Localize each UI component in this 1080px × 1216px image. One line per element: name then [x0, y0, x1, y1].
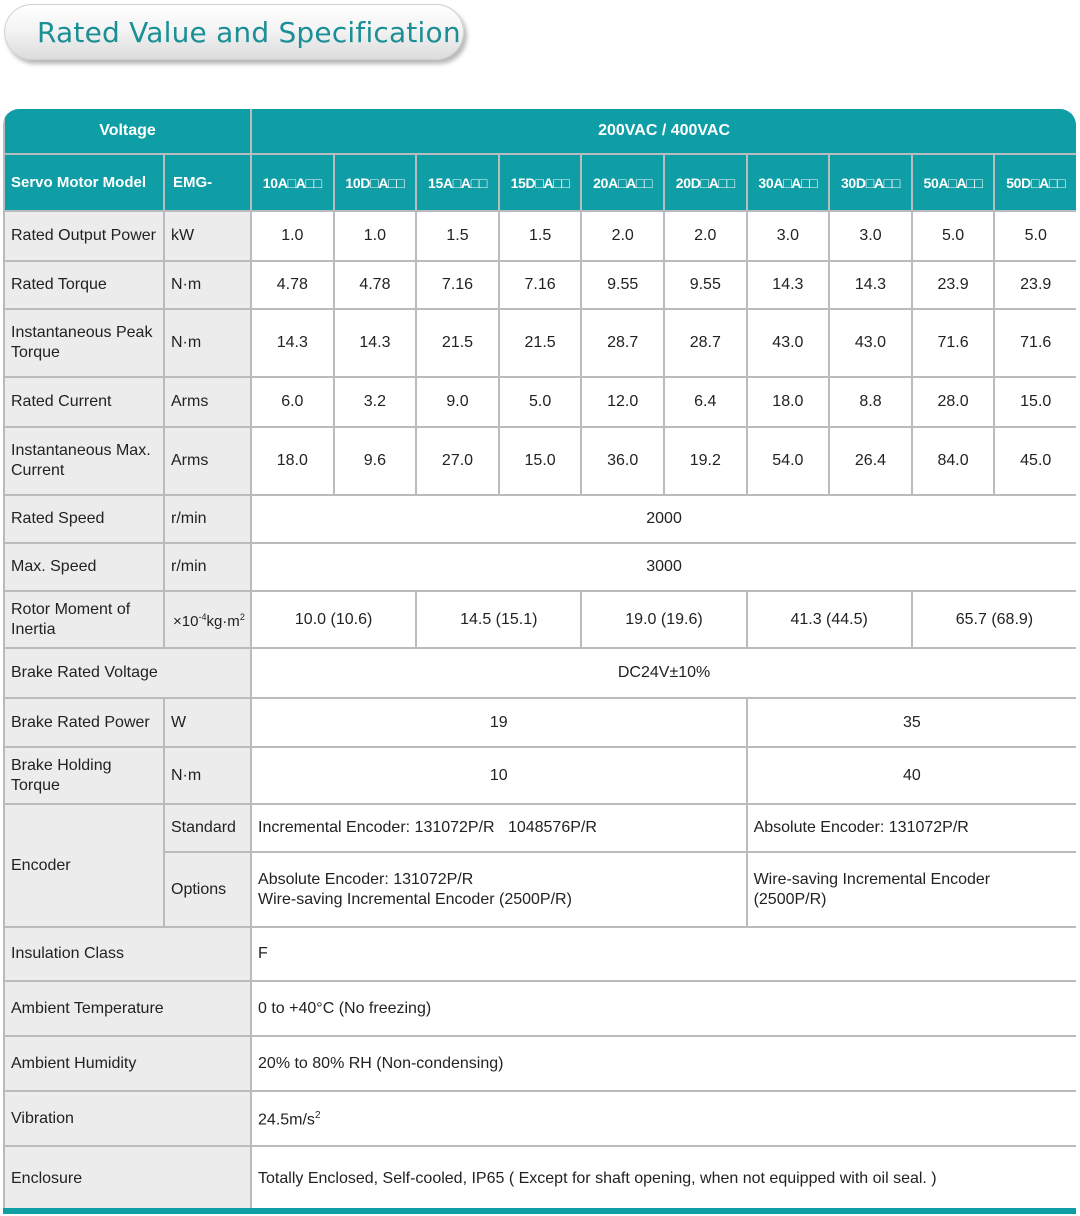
value-cell: 7.16 — [499, 261, 582, 309]
value-cell: 9.6 — [334, 427, 417, 495]
row-instantaneous-max-current — [4, 427, 1076, 495]
row-unit: Arms — [164, 427, 251, 495]
value-cell: 1.5 — [416, 211, 499, 261]
value-cell: $24.5m/s^2$ — [251, 1091, 1076, 1146]
row-unit: r/min — [164, 495, 251, 543]
row-label-line: Instantaneous Peak — [11, 324, 153, 341]
value-cell: 54.0 — [747, 427, 830, 495]
row-unit: N·m — [164, 309, 251, 377]
value-cell: 28.0 — [912, 377, 995, 427]
row-rated-torque — [4, 261, 1076, 309]
value-cell: 5.0 — [994, 211, 1076, 261]
row-unit: N·m — [164, 261, 251, 309]
value-cell: 9.55 — [664, 261, 747, 309]
row-label — [4, 309, 164, 377]
value-cell: 14.5 (15.1) — [416, 591, 581, 648]
value-cell — [747, 852, 1076, 927]
value-cell: 27.0 — [416, 427, 499, 495]
value-cell: 14.3 — [747, 261, 830, 309]
value-cell: 71.6 — [994, 309, 1076, 377]
value-cell: 36.0 — [581, 427, 664, 495]
value-cell: 28.7 — [664, 309, 747, 377]
page-title-badge — [4, 4, 464, 60]
row-ambient-humidity — [4, 1036, 1076, 1091]
value-line: Wire-saving Incremental Encoder — [753, 870, 991, 888]
value-cell: 0 to +40°C (No freezing) — [251, 981, 1076, 1036]
model-cell: 30D□A□□ — [829, 154, 912, 211]
model-label: Servo Motor Model — [4, 154, 164, 211]
value-cell: 10.0 (10.6) — [251, 591, 416, 648]
row-rated-speed — [4, 495, 1076, 543]
row-label: Rated Current — [4, 377, 164, 427]
value-cell: 2.0 — [664, 211, 747, 261]
value-cell: 3.0 — [747, 211, 830, 261]
value-cell: 12.0 — [581, 377, 664, 427]
row-label-line: Instantaneous Max. — [11, 442, 151, 459]
value-cell: 4.78 — [251, 261, 334, 309]
row-label: Ambient Humidity — [4, 1036, 251, 1091]
row-unit: $\times 10^{-4}kg\cdot m^2$ — [164, 591, 251, 648]
value-cell: 14.3 — [251, 309, 334, 377]
row-brake-holding-torque — [4, 747, 1076, 804]
value-cell: 65.7 (68.9) — [912, 591, 1076, 648]
row-brake-rated-voltage — [4, 648, 1076, 698]
value-cell: 26.4 — [829, 427, 912, 495]
value-line: Wire-saving Incremental Encoder (2500P/R) — [258, 890, 572, 908]
value-cell: 1.0 — [334, 211, 417, 261]
model-cell: 15A□A□□ — [416, 154, 499, 211]
value-cell: 15.0 — [499, 427, 582, 495]
row-instantaneous-peak-torque — [4, 309, 1076, 377]
model-prefix: EMG- — [164, 154, 251, 211]
value-cell: 28.7 — [581, 309, 664, 377]
value-cell: Absolute Encoder: 131072P/R — [747, 804, 1076, 852]
value-cell: 4.78 — [334, 261, 417, 309]
row-label — [4, 427, 164, 495]
value-line: Absolute Encoder: 131072P/R — [258, 870, 474, 888]
row-label-line: Inertia — [11, 620, 56, 638]
voltage-row — [4, 109, 1076, 154]
row-label: Rated Torque — [4, 261, 164, 309]
model-cell: 50A□A□□ — [912, 154, 995, 211]
value-cell: Incremental Encoder: 131072P/R 1048576P/R — [251, 804, 747, 852]
row-label — [4, 591, 164, 648]
value-cell: 19.2 — [664, 427, 747, 495]
row-enclosure — [4, 1146, 1076, 1210]
row-encoder-standard — [4, 804, 1076, 852]
value-cell: 84.0 — [912, 427, 995, 495]
row-label-line: Torque — [11, 776, 60, 794]
value-cell: DC24V±10% — [251, 648, 1076, 698]
value-cell: 23.9 — [912, 261, 995, 309]
value-cell: 23.9 — [994, 261, 1076, 309]
page-title: Rated Value and Specification — [37, 16, 461, 49]
row-rated-output-power — [4, 211, 1076, 261]
value-cell: 6.4 — [664, 377, 747, 427]
row-label-line: Brake Holding — [11, 756, 112, 774]
row-label-line: Rotor Moment of — [11, 600, 131, 618]
row-unit: r/min — [164, 543, 251, 591]
row-label-line: Torque — [11, 344, 60, 361]
value-cell: 6.0 — [251, 377, 334, 427]
value-cell: 7.16 — [416, 261, 499, 309]
voltage-value: 200VAC / 400VAC — [251, 109, 1076, 154]
spec-table — [3, 109, 1076, 1210]
value-cell: 3000 — [251, 543, 1076, 591]
model-cell: 50D□A□□ — [994, 154, 1076, 211]
model-cell: 15D□A□□ — [499, 154, 582, 211]
value-cell: 2000 — [251, 495, 1076, 543]
value-cell: 19.0 (19.6) — [581, 591, 746, 648]
value-cell: 5.0 — [912, 211, 995, 261]
row-ambient-temperature — [4, 981, 1076, 1036]
value-cell: 8.8 — [829, 377, 912, 427]
value-cell: 35 — [747, 698, 1076, 747]
voltage-label: Voltage — [4, 109, 251, 154]
row-encoder-options — [4, 852, 1076, 927]
model-cell: 10A□A□□ — [251, 154, 334, 211]
value-cell: 41.3 (44.5) — [747, 591, 912, 648]
row-unit: kW — [164, 211, 251, 261]
row-unit: N·m — [164, 747, 251, 804]
row-rotor-inertia — [4, 591, 1076, 648]
value-cell: 21.5 — [416, 309, 499, 377]
value-cell: 20% to 80% RH (Non-condensing) — [251, 1036, 1076, 1091]
value-cell: 3.2 — [334, 377, 417, 427]
row-label: Vibration — [4, 1091, 251, 1146]
value-cell: 45.0 — [994, 427, 1076, 495]
row-label: Enclosure — [4, 1146, 251, 1210]
row-label — [4, 747, 164, 804]
value-line: (2500P/R) — [753, 890, 827, 908]
row-label-line: Current — [11, 462, 65, 479]
value-cell: 21.5 — [499, 309, 582, 377]
row-unit: Arms — [164, 377, 251, 427]
value-cell: 15.0 — [994, 377, 1076, 427]
row-label: Insulation Class — [4, 927, 251, 981]
row-label: Encoder — [4, 804, 164, 927]
value-cell: 1.0 — [251, 211, 334, 261]
model-cell: 20A□A□□ — [581, 154, 664, 211]
row-unit: W — [164, 698, 251, 747]
value-cell — [251, 852, 747, 927]
value-cell: 19 — [251, 698, 747, 747]
value-cell: 3.0 — [829, 211, 912, 261]
value-cell: 43.0 — [829, 309, 912, 377]
value-cell: 9.0 — [416, 377, 499, 427]
row-brake-rated-power — [4, 698, 1076, 747]
value-cell: 5.0 — [499, 377, 582, 427]
row-label: Brake Rated Power — [4, 698, 164, 747]
row-insulation-class — [4, 927, 1076, 981]
value-cell: 14.3 — [334, 309, 417, 377]
value-cell: 40 — [747, 747, 1076, 804]
row-sublabel: Options — [164, 852, 251, 927]
value-cell: Totally Enclosed, Self-cooled, IP65 ( Except for shaft opening, when not equipped with oil seal. ) — [251, 1146, 1076, 1210]
value-cell: 1.5 — [499, 211, 582, 261]
row-label: Max. Speed — [4, 543, 164, 591]
row-label: Rated Speed — [4, 495, 164, 543]
model-cell: 30A□A□□ — [747, 154, 830, 211]
model-cell: 20D□A□□ — [664, 154, 747, 211]
value-cell: 71.6 — [912, 309, 995, 377]
value-cell: 9.55 — [581, 261, 664, 309]
row-label: Rated Output Power — [4, 211, 164, 261]
model-cell: 10D□A□□ — [334, 154, 417, 211]
bottom-accent-bar — [3, 1208, 1076, 1214]
row-rated-current — [4, 377, 1076, 427]
value-cell: 18.0 — [251, 427, 334, 495]
row-sublabel: Standard — [164, 804, 251, 852]
row-label: Brake Rated Voltage — [4, 648, 251, 698]
spec-table-container — [3, 109, 1076, 1210]
value-cell: 43.0 — [747, 309, 830, 377]
value-cell: 18.0 — [747, 377, 830, 427]
value-cell: 10 — [251, 747, 747, 804]
model-row — [4, 154, 1076, 211]
row-max-speed — [4, 543, 1076, 591]
value-cell: 14.3 — [829, 261, 912, 309]
value-cell: 2.0 — [581, 211, 664, 261]
row-label: Ambient Temperature — [4, 981, 251, 1036]
row-vibration — [4, 1091, 1076, 1146]
value-cell: F — [251, 927, 1076, 981]
